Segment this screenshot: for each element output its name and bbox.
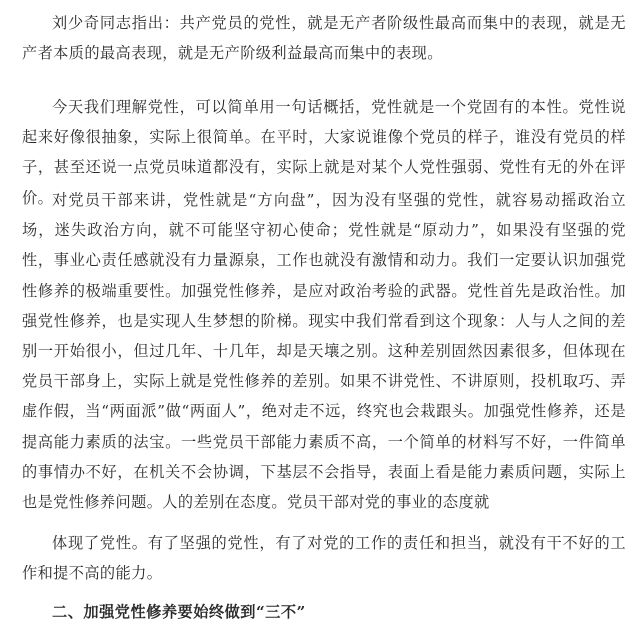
paragraph-liu-shaoqi-quote: 刘少奇同志指出：共产党员的党性，就是无产者阶级性最高而集中的表现，就是无产者本质的最高表现，就是无产阶级利益最高而集中的表现。 bbox=[22, 14, 626, 63]
section-heading: 二、加强党性修养要始终做到“三不” bbox=[52, 603, 306, 621]
document-page bbox=[22, 0, 626, 640]
paragraph-party-spirit-definition: 今天我们理解党性，可以简单用一句话概括，党性就是一个党固有的本性。党性说起来好像很抽象，实际上很简单。在平时，大家说谁像个党员的样子，谁没有党员的样子，甚至还说一点党员味道都没有，实际上就是对某个人党性强弱、党性有无的外在评价。 bbox=[22, 98, 626, 207]
paragraph-continuation: 体现了党性。有了坚强的党性，有了对党的工作的责任和担当，就没有干不好的工作和提不高的能力。 bbox=[22, 534, 626, 583]
paragraph-party-spirit-for-cadres: 对党员干部来讲，党性就是“方向盘”，因为没有坚强的党性，就容易动摇政治立场，迷失政治方向，就不可能坚守初心使命；党性就是“原动力”，如果没有坚强的党性，事业心责任感就没有力量源泉，工作也就没有激情和动力。我们一定要认识加强党性修养的极端重要性。加强党性修养，是应对政治考验的武器。党性首先是政治性。加强党性修养，也是实现人生梦想的阶梯。现实中我们常看到这个现象：人与人之间的差别一开始很小，但过几年、十几年，却是天壤之别。这种差别固然因素很多，但体现在党员干部身上，实际上就是党性修养的差别。如果不讲党性、不讲原则，投机取巧、弄虚作假，当“两面派”做“两面人”，绝对走不远，终究也会栽跟头。加强党性修养，还是提高能力素质的法宝。一些党员干部能力素质不高，一个简单的材料写不好，一件简单的事情办不好，在机关不会协调，下基层不会指导，表面上看是能力素质问题，实际上也是党性修养问题。人的差别在态度。党员干部对党的事业的态度就 bbox=[22, 191, 626, 512]
